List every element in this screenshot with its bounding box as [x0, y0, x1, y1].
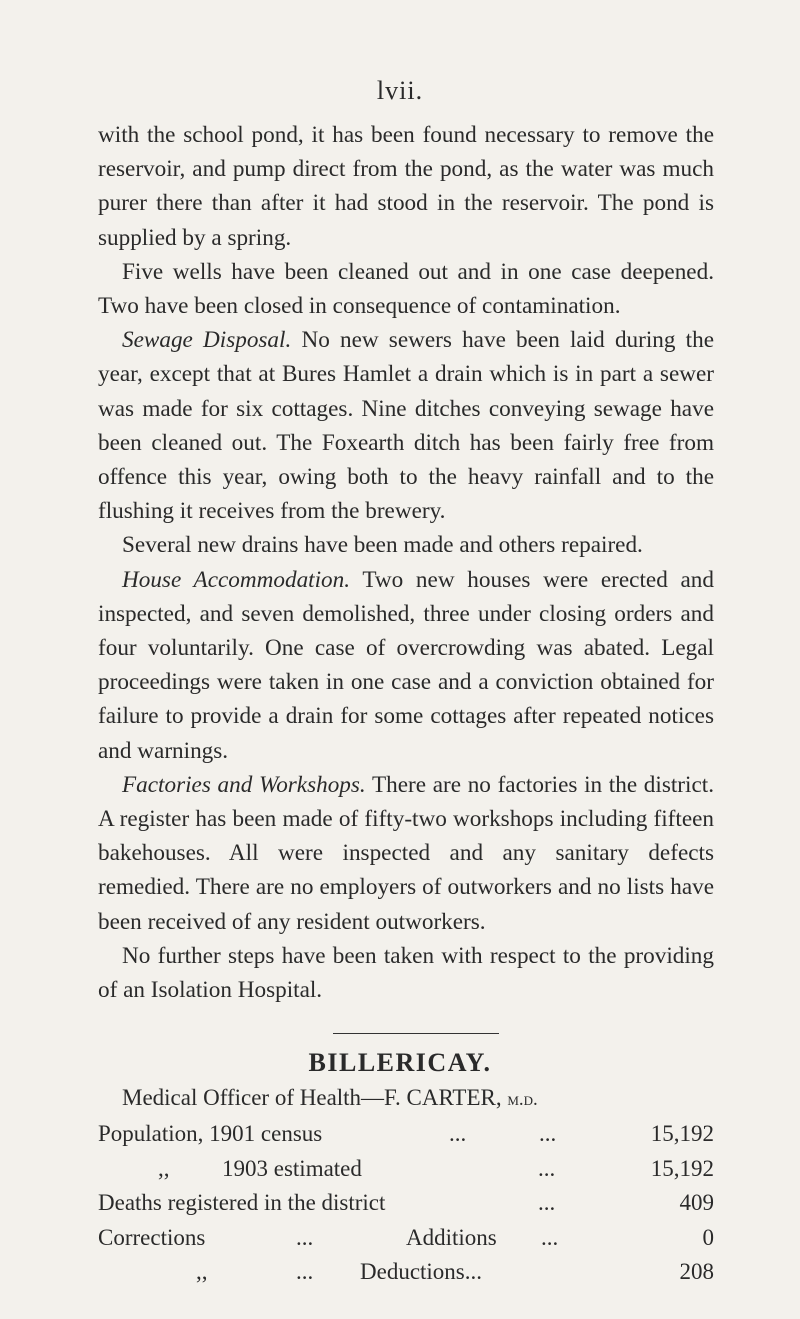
stat-leader: ...: [541, 1224, 559, 1250]
paragraph-text: There are no factories in the district. A register has been made of fifty-two workshops including fifteen bakehouses. All were inspected and any sanitary defects remedied. There are no employers of outworkers and no lists have been received of any resident outworkers.: [98, 771, 714, 935]
paragraph-text: with the school pond, it has been found necessary to remove the reservoir, and pump direct from the pond, as the water was much purer there than after it had stood in the reservoir. The pond is supplied by a spring.: [98, 122, 714, 251]
stat-label: Corrections: [98, 1224, 206, 1250]
body-text: [98, 118, 714, 1007]
stat-leader: ...: [539, 1121, 557, 1146]
section-divider: [333, 1033, 499, 1034]
stat-row: [98, 1121, 714, 1156]
stat-label: Additions: [406, 1224, 497, 1250]
paragraph: [98, 323, 714, 528]
paragraph-text: Several new drains have been made and others repaired.: [122, 532, 643, 559]
paragraph: [98, 768, 714, 939]
paragraph: [98, 939, 714, 1007]
stat-label: Deaths registered in the district: [98, 1190, 386, 1215]
statistics-table: [98, 1121, 714, 1294]
stat-leader: ...: [296, 1224, 314, 1250]
stat-leader: ...: [296, 1259, 314, 1284]
stat-leader: ...: [538, 1190, 556, 1215]
district-heading: BILLERICAY.: [308, 1048, 492, 1077]
stat-label: Population, 1901 census: [98, 1121, 323, 1146]
page-number: lvii.: [376, 76, 424, 105]
stat-value: 15,192: [650, 1121, 714, 1146]
officer-name: Medical Officer of Health—F. CARTER,: [122, 1085, 502, 1110]
officer-degree: m.d.: [507, 1089, 538, 1110]
paragraph-text: No new sewers have been laid during the year, except that at Bures Hamlet a drain which is in part a sewer was made for six cottages. Nine ditches conveying sewage have been cleaned out. The Foxearth ditch has been fairly free from offence this year, owing both to the heavy rainfall and to the flushing it receives from the brewery.: [98, 327, 714, 525]
paragraph-text: No further steps have been taken with respect to the providing of an Isolation Hospital.: [98, 942, 714, 1004]
stat-value: 409: [679, 1190, 714, 1215]
stat-value: 0: [702, 1224, 714, 1250]
paragraph: [98, 118, 714, 255]
stat-row: [98, 1259, 714, 1294]
stat-value: 208: [679, 1259, 714, 1284]
stat-row: [98, 1225, 714, 1260]
stat-label: Deductions...: [360, 1259, 483, 1284]
stat-leader: ...: [538, 1155, 556, 1181]
stat-ditto: ,,: [158, 1155, 170, 1181]
stat-value: 15,192: [650, 1155, 714, 1181]
stat-label: 1903 estimated: [222, 1155, 362, 1181]
stat-leader: ...: [449, 1121, 467, 1146]
section-heading: House Accommodation.: [122, 566, 351, 593]
stat-row: [98, 1156, 714, 1191]
stat-row: [98, 1190, 714, 1225]
paragraph-text: Five wells have been cleaned out and in one case deepened. Two have been closed in consequence of contamination.: [98, 258, 714, 320]
paragraph: [98, 528, 714, 562]
officer-line: [122, 1085, 538, 1111]
section-heading: Sewage Disposal.: [122, 327, 292, 354]
paragraph: [98, 563, 714, 768]
paragraph-text: Two new houses were erected and inspected, and seven demolished, three under closing orders and four voluntarily. One case of overcrowding was abated. Legal proceedings were taken in one case and a conviction obtained for failure to provide a drain for some cottages after repeated notices and warnings.: [98, 566, 714, 764]
paragraph: [98, 255, 714, 323]
stat-ditto: ,,: [196, 1259, 208, 1284]
section-heading: Factories and Workshops.: [122, 771, 366, 798]
